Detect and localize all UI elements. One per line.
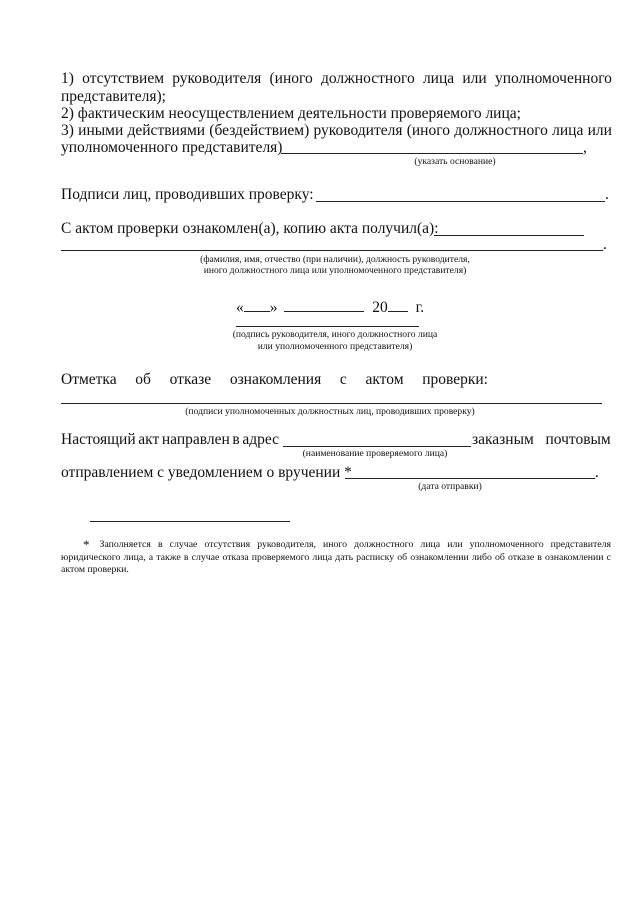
basis-end-comma: , [583,139,587,156]
date-close-quote: » [269,299,278,316]
refusal-word: об [135,371,151,388]
item1-word: уполномоченного [494,70,612,87]
item2-line: 2) фактическим неосуществлением деятельности проверяемого лица; [61,105,521,122]
acquainted-label: С актом проверки ознакомлен(а), копию акта получил(а): [61,220,439,237]
acquainted-end-dot: . [603,236,607,253]
item3-word: руководителя [313,122,403,139]
sent-line-2: отправлением с уведомлением о вручении * [61,464,352,481]
acquainted-caption-2: иного должностного лица или уполномоченного представителя) [203,265,467,276]
signature-caption-2: или уполномоченного представителя) [257,341,413,352]
date-year-prefix: 20 [372,299,388,316]
year-blank [388,297,408,312]
signature-blank-line [236,326,419,327]
refusal-blank-line [61,403,602,404]
date-line [236,297,424,317]
item3-word: действиями [127,122,206,139]
item3-word: иными [78,122,124,139]
item3-continuation: уполномоченного представителя) [61,139,283,156]
refusal-word: актом [365,371,404,388]
acquainted-blank-line-2 [61,250,603,251]
item1-word: или [462,70,487,87]
item1-word: (иного [269,70,313,87]
send-date-blank-line [345,478,595,479]
day-blank [244,297,270,312]
item1-line [61,70,612,88]
item3-word: 3) [61,122,74,139]
refusal-word: с [339,371,347,388]
sent-word: в [232,431,240,448]
date-open-quote: « [236,299,244,316]
item1-word: должностного [320,70,415,87]
sent-words [61,431,279,449]
acquainted-blank-line-1 [434,235,584,236]
sent-word: Настоящий [61,431,136,448]
footnote-text: Заполняется в случае отсутствия руководителя, иного должностного лица или уполномоченного представителя юридического лица, а также в случае отказа проверяемого лица дать расписку об ознакомлении либо об отказе в ознакомлении с актом проверки. [61,539,611,575]
item1-word: лица [422,70,455,87]
addressee-caption: (наименование проверяемого лица) [302,448,448,459]
footnote-mark: * [83,537,90,552]
sent-tail: заказным почтовым [472,431,611,448]
signatures-blank-line [316,201,605,202]
refusal-word: отказе [169,371,212,388]
refusal-line [61,371,488,389]
footnote-separator [90,521,290,522]
sent-word: адрес [242,431,279,448]
basis-caption: (указать основание) [414,156,496,167]
item3-word: или [587,122,612,139]
item3-word: (иного [406,122,450,139]
signature-caption-1: (подпись руководителя, иного должностного лица [232,329,438,340]
item3-word: (бездействием) [209,122,310,139]
refusal-word: проверки: [422,371,488,388]
sent-word: направлен [161,431,230,448]
refusal-word: Отметка [61,371,117,388]
send-date-caption: (дата отправки) [418,481,482,492]
item1-word: руководителя [172,70,262,87]
sent-word: акт [138,431,160,448]
footnote [61,539,611,577]
refusal-caption: (подписи уполномоченных должностных лиц, проводивших проверку) [185,406,475,417]
item3-line [61,122,612,140]
addressee-blank-line [283,446,471,447]
send-date-end-dot: . [595,464,599,481]
signatures-end-dot: . [605,186,609,203]
item1-word: 1) [61,70,74,87]
refusal-word: ознакомления [229,371,322,388]
item1-continuation: представителя); [61,88,166,105]
item3-word: лица [552,122,584,139]
acquainted-caption-1: (фамилия, имя, отчество (при наличии), должность руководителя, [200,254,470,265]
item1-word: отсутствием [82,70,165,87]
signatures-label: Подписи лиц, проводивших проверку: [61,186,314,203]
date-year-suffix: г. [415,299,425,316]
month-blank [284,297,364,312]
basis-blank-line [281,153,583,154]
item3-word: должностного [454,122,548,139]
